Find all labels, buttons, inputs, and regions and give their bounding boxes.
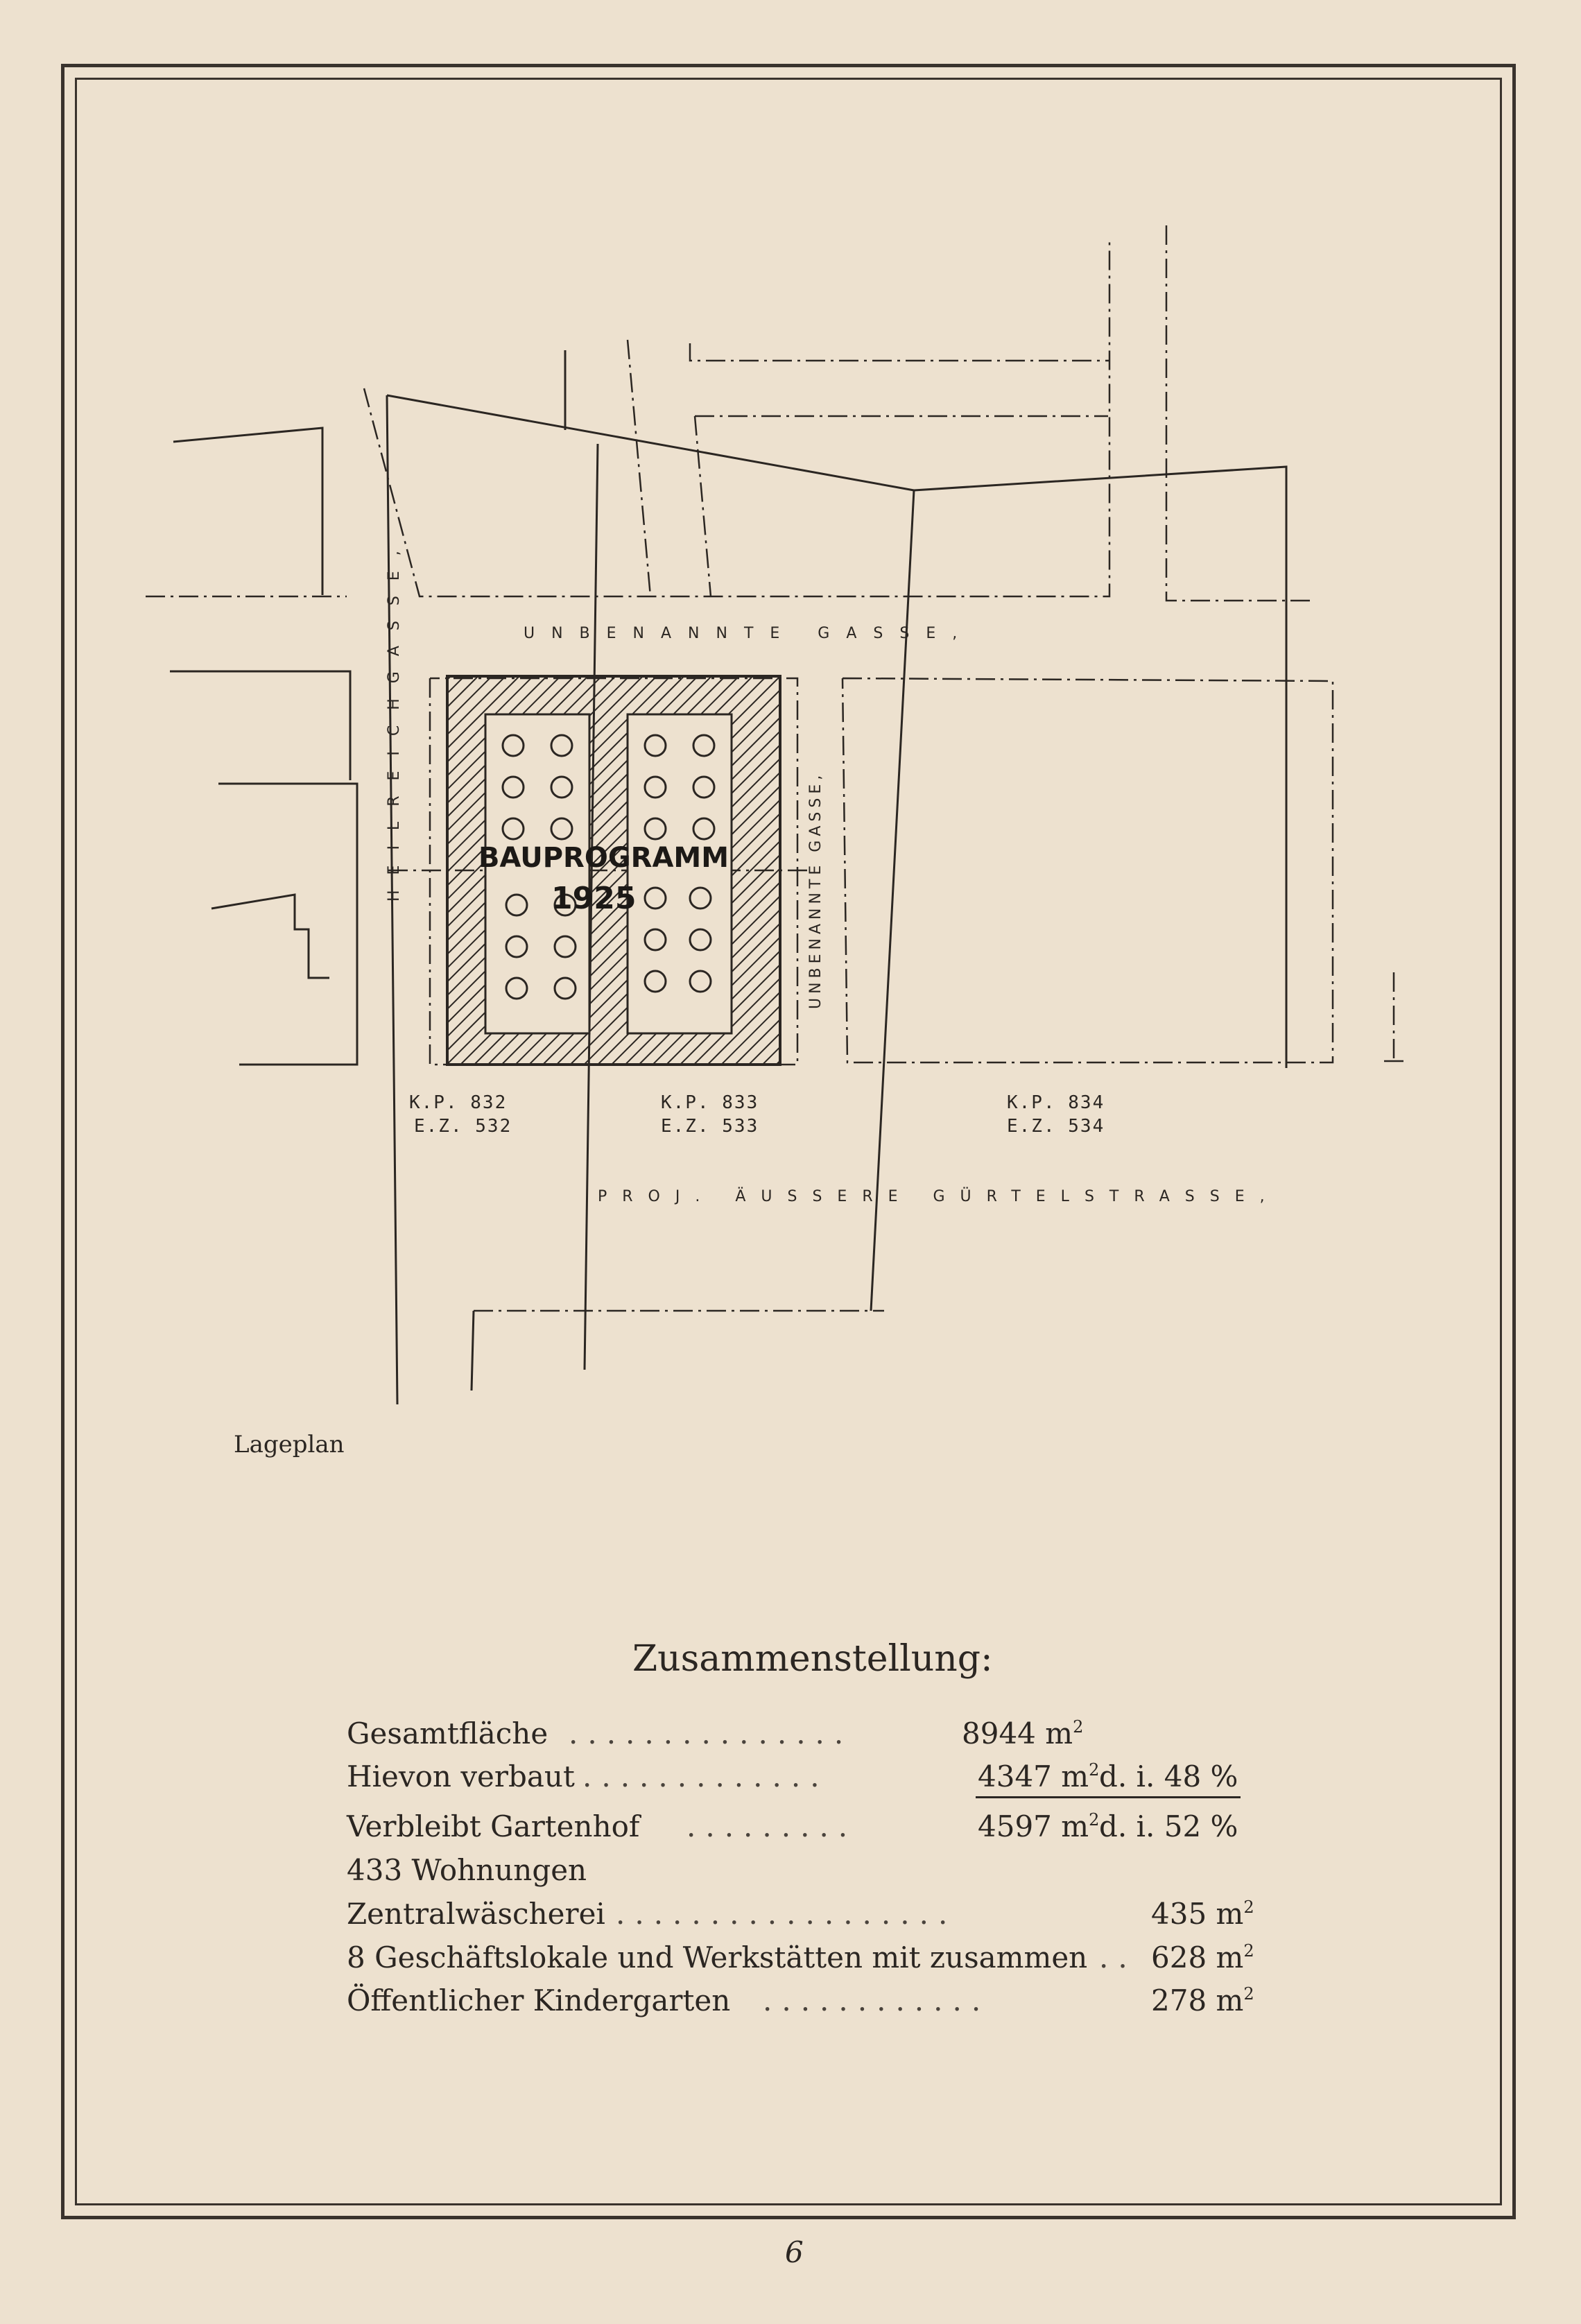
building-block — [447, 676, 780, 1065]
parcel-boundary — [387, 395, 914, 490]
stamp-text: BAUPROGRAMM — [478, 842, 729, 874]
parcel-ez: E.Z. 534 — [1007, 1116, 1105, 1137]
parcel-boundary — [914, 467, 1286, 1068]
summary-percentage: d. i. 48 % — [1099, 1759, 1238, 1793]
building-line — [690, 343, 1109, 361]
street-label-left: HEILREICHGASSE, — [386, 535, 403, 902]
building-line — [1166, 225, 1311, 601]
summary-label: 8 Geschäftslokale und Werkstätten mit zusammen — [347, 1940, 1088, 1974]
summary-heading: Zusammenstellung: — [632, 1638, 993, 1680]
building-line — [843, 678, 1333, 1062]
building-line — [1383, 972, 1404, 1061]
parcel-ez: E.Z. 532 — [414, 1116, 512, 1137]
summary-label: 433 Wohnungen — [347, 1853, 587, 1887]
page-number: 6 — [785, 2235, 804, 2269]
parcel-kp: K.P. 834 — [1007, 1092, 1105, 1113]
sum-underline — [976, 1796, 1241, 1798]
summary-label: Zentralwäscherei — [347, 1897, 605, 1931]
parcel-ez: E.Z. 533 — [661, 1116, 759, 1137]
summary-label: Öffentlicher Kindergarten — [347, 1983, 731, 2017]
parcel-boundary — [170, 671, 350, 780]
summary-value: 4597 m — [978, 1809, 1089, 1843]
street-label-top: UNBENANNTE GASSE, — [524, 625, 974, 642]
stamp-year: 1925 — [551, 881, 637, 916]
summary-value: 4347 m — [978, 1759, 1089, 1793]
summary-value: 278 m — [1151, 1983, 1244, 2017]
street-label-right: UNBENANNTE GASSE, — [807, 771, 824, 1009]
summary-value: 435 m — [1151, 1897, 1244, 1931]
parcel-boundary — [218, 784, 357, 1065]
summary-label: Hievon verbaut — [347, 1759, 575, 1793]
summary-percentage: d. i. 52 % — [1099, 1809, 1238, 1843]
summary-label: Verbleibt Gartenhof — [347, 1809, 640, 1843]
building-line — [695, 416, 711, 596]
building-line — [364, 239, 1109, 596]
parcel-boundary — [173, 428, 322, 595]
figure-caption: Lageplan — [234, 1431, 345, 1458]
summary-value: 8944 m — [962, 1716, 1073, 1750]
summary-label: Gesamtfläche — [347, 1716, 548, 1750]
building-line — [628, 340, 650, 596]
street-label-bottom: PROJ. ÄUSSERE GÜRTELSTRASSE, — [598, 1188, 1280, 1205]
parcel-boundary — [472, 1311, 474, 1391]
parcel-boundary — [211, 895, 329, 978]
summary-value: 628 m — [1151, 1940, 1244, 1974]
parcel-kp: K.P. 832 — [409, 1092, 508, 1113]
parcel-kp: K.P. 833 — [661, 1092, 759, 1113]
